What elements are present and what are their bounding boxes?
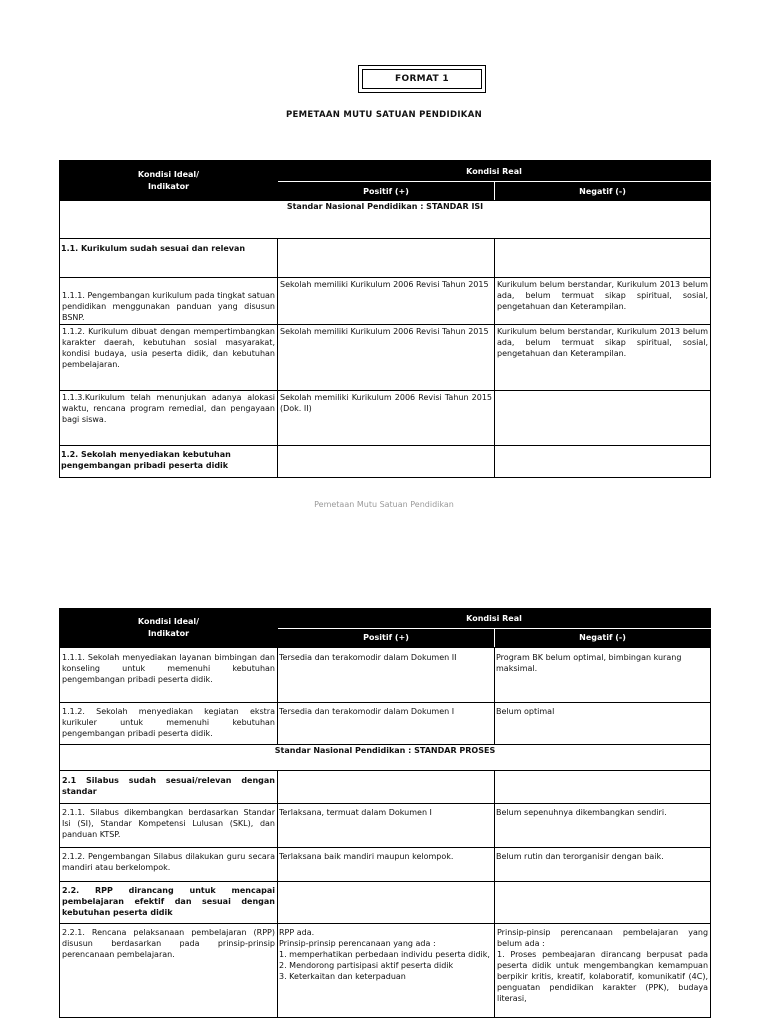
format-label: FORMAT 1: [362, 69, 482, 89]
negative-cell: Belum sepenuhnya dikembangkan sendiri.: [495, 804, 711, 848]
indicator-cell: 2.1 Silabus sudah sesuai/relevan dengan standar: [60, 771, 278, 804]
positive-cell: [278, 882, 495, 924]
indicator-cell: 1.1.3.Kurikulum telah menunjukan adanya alokasi waktu, rencana program remedial, dan pengayaan bagi siswa.: [60, 391, 278, 446]
indicator-cell: 1.1.1. Pengembangan kurikulum pada tingkat satuan pendidikan menggunakan panduan yang disusun BSNP.: [60, 278, 278, 325]
negative-cell: [495, 446, 711, 478]
format-label-box: [358, 65, 486, 93]
mapping-table-1: [59, 160, 711, 478]
indicator-cell: 2.1.1. Silabus dikembangkan berdasarkan Standar Isi (SI), Standar Kompetensi Lulusan (SKL), dan panduan KTSP.: [60, 804, 278, 848]
section-standar-isi: Standar Nasional Pendidikan : STANDAR ISI: [60, 201, 711, 239]
positive-cell: Sekolah memiliki Kurikulum 2006 Revisi Tahun 2015: [278, 278, 495, 325]
positive-cell: Terlaksana, termuat dalam Dokumen I: [278, 804, 495, 848]
positive-cell: Terlaksana baik mandiri maupun kelompok.: [278, 848, 495, 882]
mapping-table-2: [59, 608, 711, 1018]
negative-cell: [495, 239, 711, 278]
indicator-cell: 1.1.2. Sekolah menyediakan kegiatan ekstra kurikuler untuk memenuhi kebutuhan pengembangan pribadi peserta didik.: [60, 703, 278, 745]
positive-cell: Tersedia dan terakomodir dalam Dokumen I: [278, 703, 495, 745]
indicator-cell: 1.1.1. Sekolah menyediakan layanan bimbingan dan konseling untuk memenuhi kebutuhan pengembangan pribadi peserta didik.: [60, 648, 278, 703]
positive-cell: Sekolah memiliki Kurikulum 2006 Revisi Tahun 2015 (Dok. II): [278, 391, 495, 446]
header-negative: Negatif (-): [495, 629, 711, 648]
positive-cell: Sekolah memiliki Kurikulum 2006 Revisi Tahun 2015: [278, 325, 495, 391]
indicator-cell: 1.2. Sekolah menyediakan kebutuhan pengembangan pribadi peserta didik: [60, 446, 278, 478]
header-positive: Positif (+): [278, 629, 495, 648]
indicator-cell: 2.1.2. Pengembangan Silabus dilakukan guru secara mandiri atau berkelompok.: [60, 848, 278, 882]
negative-cell: [495, 771, 711, 804]
positive-cell: [278, 446, 495, 478]
header-real: Kondisi Real: [278, 609, 711, 629]
indicator-cell: 1.1.2. Kurikulum dibuat dengan mempertimbangkan karakter daerah, kebutuhan sosial masyarakat, kondisi budaya, usia peserta didik, dan kebutuhan pembelajaran.: [60, 325, 278, 391]
indicator-cell: 2.2. RPP dirancang untuk mencapai pembelajaran efektif dan sesuai dengan kebutuhan peserta didik: [60, 882, 278, 924]
document-title: PEMETAAN MUTU SATUAN PENDIDIKAN: [286, 110, 482, 120]
section-standar-proses: Standar Nasional Pendidikan : STANDAR PROSES: [60, 745, 711, 771]
negative-cell: [495, 882, 711, 924]
indicator-cell: 2.2.1. Rencana pelaksanaan pembelajaran (RPP) disusun berdasarkan pada prinsip-prinsip perencanaan pembelajaran.: [60, 924, 278, 1018]
negative-cell: [495, 391, 711, 446]
header-indicator-label: Kondisi Ideal/ Indikator: [137, 617, 200, 638]
indicator-cell: 1.1. Kurikulum sudah sesuai dan relevan: [60, 239, 278, 278]
header-positive: Positif (+): [278, 182, 495, 201]
negative-cell: Prinsip-pinsip perencanaan pembelajaran yang belum ada : 1. Proses pembeajaran dirancang berpusat pada peserta didik untuk mengembangkan kemampuan berpikir kritis, kreatif, kolaboratif, komunikatif (4C), penguatan pendidikan karakter (PPK), budaya literasi,: [495, 924, 711, 1018]
positive-cell: [278, 239, 495, 278]
page-footer: Pemetaan Mutu Satuan Pendidikan: [314, 500, 454, 509]
header-indicator-label: Kondisi Ideal/ Indikator: [137, 169, 200, 191]
negative-cell: Belum rutin dan terorganisir dengan baik.: [495, 848, 711, 882]
positive-cell: [278, 771, 495, 804]
positive-cell: Tersedia dan terakomodir dalam Dokumen II: [278, 648, 495, 703]
header-indicator: [60, 161, 278, 201]
negative-cell: Belum optimal: [495, 703, 711, 745]
header-negative: Negatif (-): [495, 182, 711, 201]
header-indicator: [60, 609, 278, 648]
header-real: Kondisi Real: [278, 161, 711, 182]
positive-cell: RPP ada. Prinsip-prinsip perencanaan yang ada : 1. memperhatikan perbedaan individu peserta didik, 2. Mendorong partisipasi aktif peserta didik 3. Keterkaitan dan keterpaduan: [278, 924, 495, 1018]
negative-cell: Program BK belum optimal, bimbingan kurang maksimal.: [495, 648, 711, 703]
negative-cell: Kurikulum belum berstandar, Kurikulum 2013 belum ada, belum termuat sikap spiritual, sosial, pengetahuan dan Keterampilan.: [495, 325, 711, 391]
negative-cell: Kurikulum belum berstandar, Kurikulum 2013 belum ada, belum termuat sikap spiritual, sosial, pengetahuan dan Keterampilan.: [495, 278, 711, 325]
